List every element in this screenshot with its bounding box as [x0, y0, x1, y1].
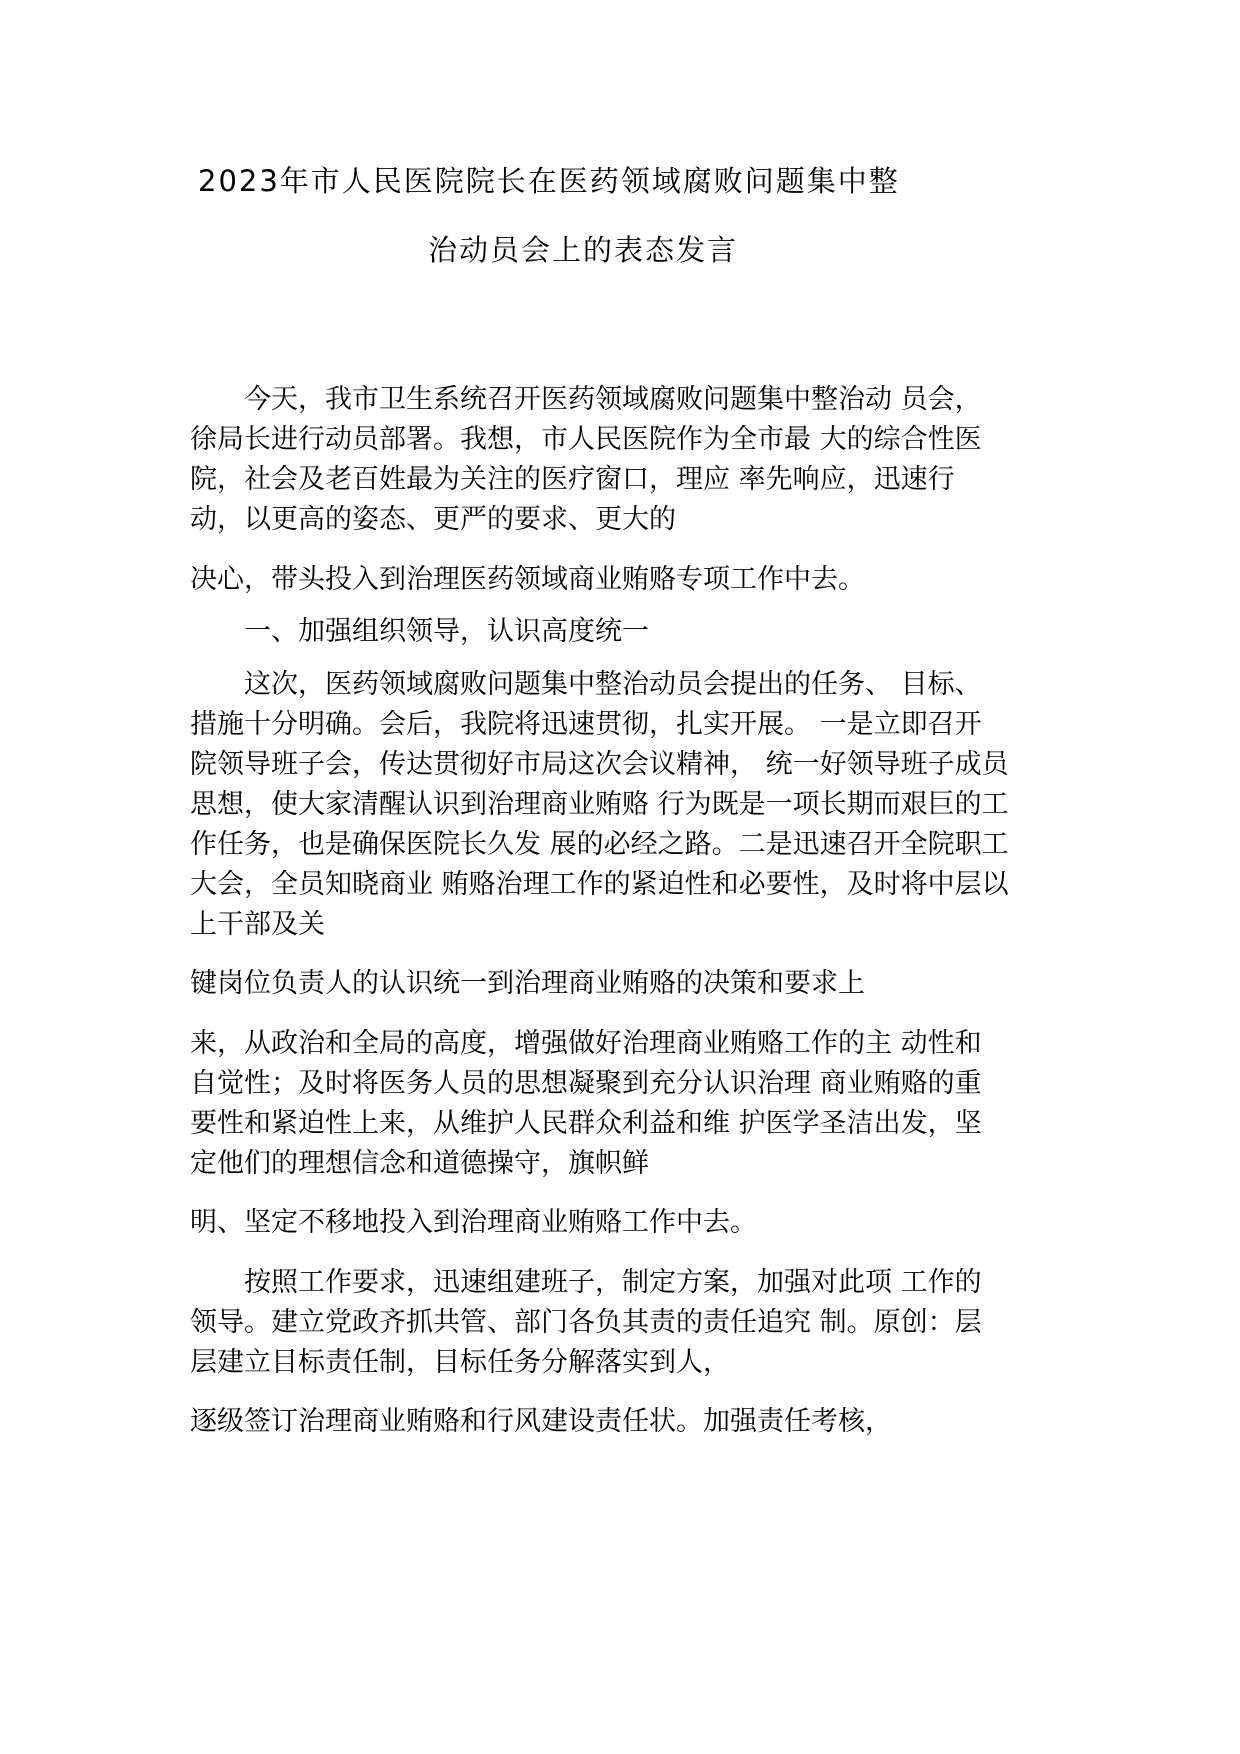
body-line: 徐局长进行动员部署。我想，市人民医院作为全市最 大的综合性医: [190, 424, 982, 455]
body-line: 自觉性；及时将医务人员的思想凝聚到充分认识治理 商业贿赂的重: [190, 1068, 982, 1099]
body-line: 明、坚定不移地投入到治理商业贿赂工作中去。: [190, 1207, 757, 1238]
body-line: 上干部及关: [190, 909, 325, 940]
body-line: 动，以更高的姿态、更严的要求、更大的: [190, 504, 676, 535]
body-line: 定他们的理想信念和道德操守，旗帜鲜: [190, 1148, 649, 1179]
body-line: 来，从政治和全局的高度，增强做好治理商业贿赂工作的主 动性和: [190, 1028, 982, 1059]
body-line: 层建立目标责任制，目标任务分解落实到人，: [190, 1347, 730, 1378]
section-heading: 一、加强组织领导，认识高度统一: [190, 616, 649, 647]
body-line: 领导。建立党政齐抓共管、部门各负其责的责任追究 制。原创：层: [190, 1307, 982, 1338]
body-line: 要性和紧迫性上来，从维护人民群众利益和维 护医学圣洁出发，坚: [190, 1108, 982, 1139]
body-line: 逐级签订治理商业贿赂和行风建设责任状。加强责任考核，: [190, 1406, 892, 1437]
body-line: 这次，医药领域腐败问题集中整治动员会提出的任务、 目标、: [190, 669, 982, 700]
body-line: 措施十分明确。会后，我院将迅速贯彻，扎实开展。 一是立即召开: [190, 709, 982, 740]
body-line: 决心，带头投入到治理医药领域商业贿赂专项工作中去。: [190, 564, 865, 595]
body-line: 今天，我市卫生系统召开医药领域腐败问题集中整治动 员会，: [190, 384, 982, 415]
body-line: 思想，使大家清醒认识到治理商业贿赂 行为既是一项长期而艰巨的工: [190, 789, 1009, 820]
document-title-line-2: 治动员会上的表态发言: [428, 233, 739, 267]
body-line: 键岗位负责人的认识统一到治理商业贿赂的决策和要求上: [190, 968, 865, 999]
body-line: 大会，全员知晓商业 贿赂治理工作的紧迫性和必要性，及时将中层以: [190, 869, 1009, 900]
body-line: 院，社会及老百姓最为关注的医疗窗口，理应 率先响应，迅速行: [190, 464, 955, 495]
body-line: 作任务，也是确保医院长久发 展的必经之路。二是迅速召开全院职工: [190, 829, 1009, 860]
body-line: 院领导班子会，传达贯彻好市局这次会议精神， 统一好领导班子成员: [190, 749, 1009, 780]
body-line: 按照工作要求，迅速组建班子，制定方案，加强对此项 工作的: [190, 1267, 982, 1298]
document-title-line-1: 2023年市人民医院院长在医药领域腐败问题集中整: [198, 164, 900, 198]
